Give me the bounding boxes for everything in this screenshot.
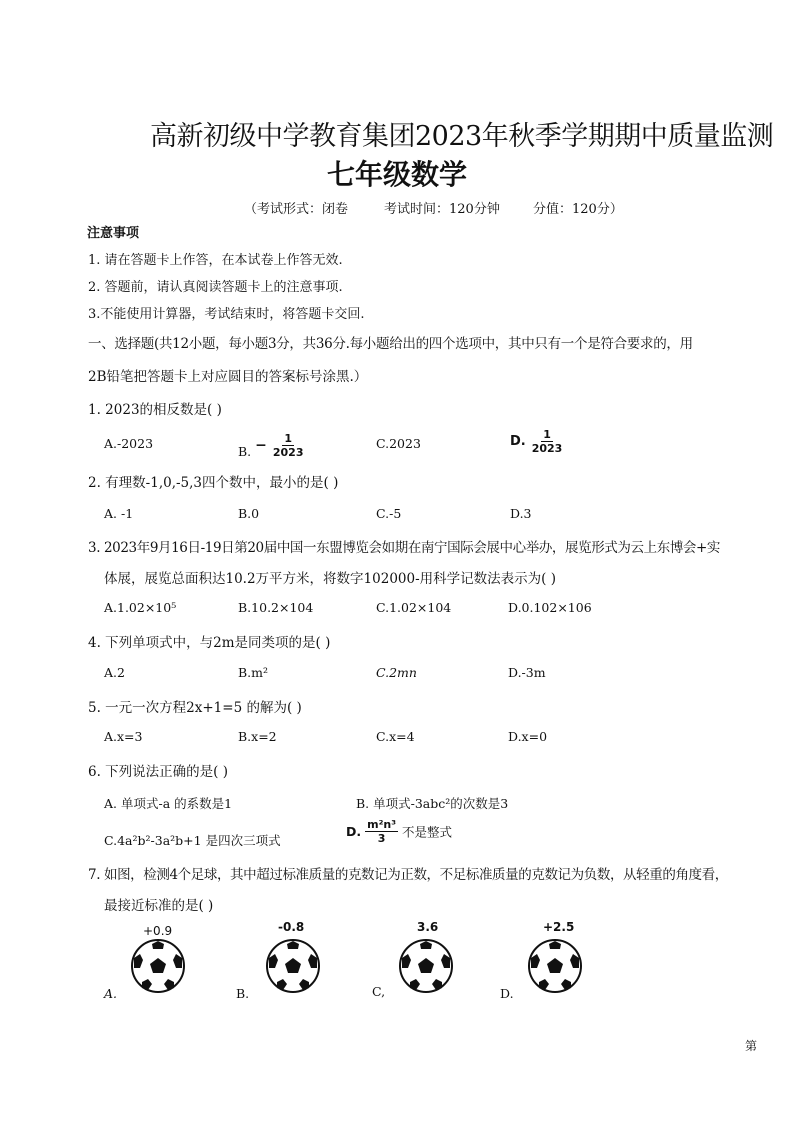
q4-option-b: B.m² — [238, 665, 269, 680]
q2-option-b: B.0 — [238, 506, 260, 521]
q4-option-d: D.-3m — [508, 665, 546, 680]
q2-option-d: D.3 — [510, 506, 532, 521]
question-4-stem: 4. 下列单项式中，与2m是同类项的是( ) — [88, 635, 331, 651]
question-3-stem-cont: 体展，展览总面积达10.2万平方米，将数字102000-用科学记数法表示为( ) — [104, 571, 556, 587]
page-number-label: 第 — [745, 1039, 758, 1053]
section-instructions: 一、选择题(共12小题，每小题3分，共36分.每小题给出的四个选项中，其中只有一个是符合要求的，用 — [88, 336, 693, 352]
q6-option-c: C.4a²b²-3a²b+1 是四次三项式 — [104, 833, 281, 848]
question-7-stem: 7. 如图，检测4个足球，其中超过标准质量的克数记为正数，不足标准质量的克数记为负数，从轻重的角度看， — [88, 867, 728, 883]
ball-a-option: A. — [104, 986, 118, 1001]
ball-d-label: +2.5 — [543, 920, 575, 934]
ball-c-option: C, — [372, 984, 386, 999]
q1-option-c: C.2023 — [376, 436, 421, 451]
question-2-stem: 2. 有理数-1,0,-5,3四个数中，最小的是( ) — [88, 475, 339, 491]
exam-form: （考试形式：闭卷 — [244, 202, 349, 217]
ball-a-label: +0.9 — [143, 924, 173, 938]
q2-option-c: C.-5 — [376, 506, 402, 521]
q4-option-a: A.2 — [104, 665, 125, 680]
question-7-stem-cont: 最接近标准的是( ) — [104, 898, 214, 914]
q4-option-c: C.2mn — [376, 665, 417, 680]
exam-subtitle: 七年级数学 — [327, 158, 468, 191]
q3-option-c: C.1.02×104 — [376, 600, 452, 615]
question-3-stem: 3. 2023年9月16日-19日第20届中国一东盟博览会如期在南宁国际会展中心举办，展览形式为云上东博会+实 — [88, 540, 721, 556]
soccer-ball-icon — [130, 938, 186, 994]
soccer-ball-icon — [527, 938, 583, 994]
section-instructions-cont: 2B铅笔把答题卡上对应圆目的答案标号涂黑.） — [88, 369, 368, 385]
soccer-ball-icon — [398, 938, 454, 994]
exam-title: 高新初级中学教育集团2023年秋季学期期中质量监测 — [150, 121, 774, 152]
q1-option-d: D. $\frac{1}{2023}$ — [510, 428, 563, 455]
exam-score: 分值：120分） — [533, 202, 623, 217]
notes-heading: 注意事项 — [87, 226, 140, 241]
exam-time: 考试时间：120分钟 — [384, 202, 500, 217]
question-5-stem: 5. 一元一次方程2x+1=5 的解为( ) — [88, 700, 302, 716]
ball-b-option: B. — [236, 986, 250, 1001]
q6-option-a: A. 单项式-a 的系数是1 — [104, 796, 233, 811]
q6-option-b: B. 单项式-3abc²的次数是3 — [356, 796, 509, 811]
q6-option-d: D. $\frac{\text{m²n³}}{3}$ 不是整式 — [346, 818, 453, 845]
note-item: 1. 请在答题卡上作答，在本试卷上作答无效. — [88, 253, 343, 268]
note-item: 3.不能使用计算器，考试结束时，将答题卡交回. — [88, 307, 365, 322]
q5-option-d: D.x=0 — [508, 729, 548, 744]
q5-option-b: B.x=2 — [238, 729, 277, 744]
q3-option-d: D.0.102×106 — [508, 600, 592, 615]
soccer-ball-icon — [265, 938, 321, 994]
q5-option-a: A.x=3 — [104, 729, 143, 744]
q1-option-b: B. − $\frac{1}{2023}$ — [238, 432, 304, 459]
question-6-stem: 6. 下列说法正确的是( ) — [88, 764, 228, 780]
q1-option-a: A.-2023 — [104, 436, 154, 451]
ball-d-option: D. — [500, 986, 514, 1001]
q5-option-c: C.x=4 — [376, 729, 415, 744]
ball-b-label: -0.8 — [278, 920, 305, 934]
note-item: 2. 答题前，请认真阅读答题卡上的注意事项. — [88, 280, 343, 295]
q3-option-b: B.10.2×104 — [238, 600, 314, 615]
question-1-stem: 1. 2023的相反数是( ) — [88, 402, 222, 418]
ball-c-label: 3.6 — [417, 920, 439, 934]
q3-option-a: A.1.02×10⁵ — [104, 600, 177, 615]
q2-option-a: A. -1 — [104, 506, 134, 521]
